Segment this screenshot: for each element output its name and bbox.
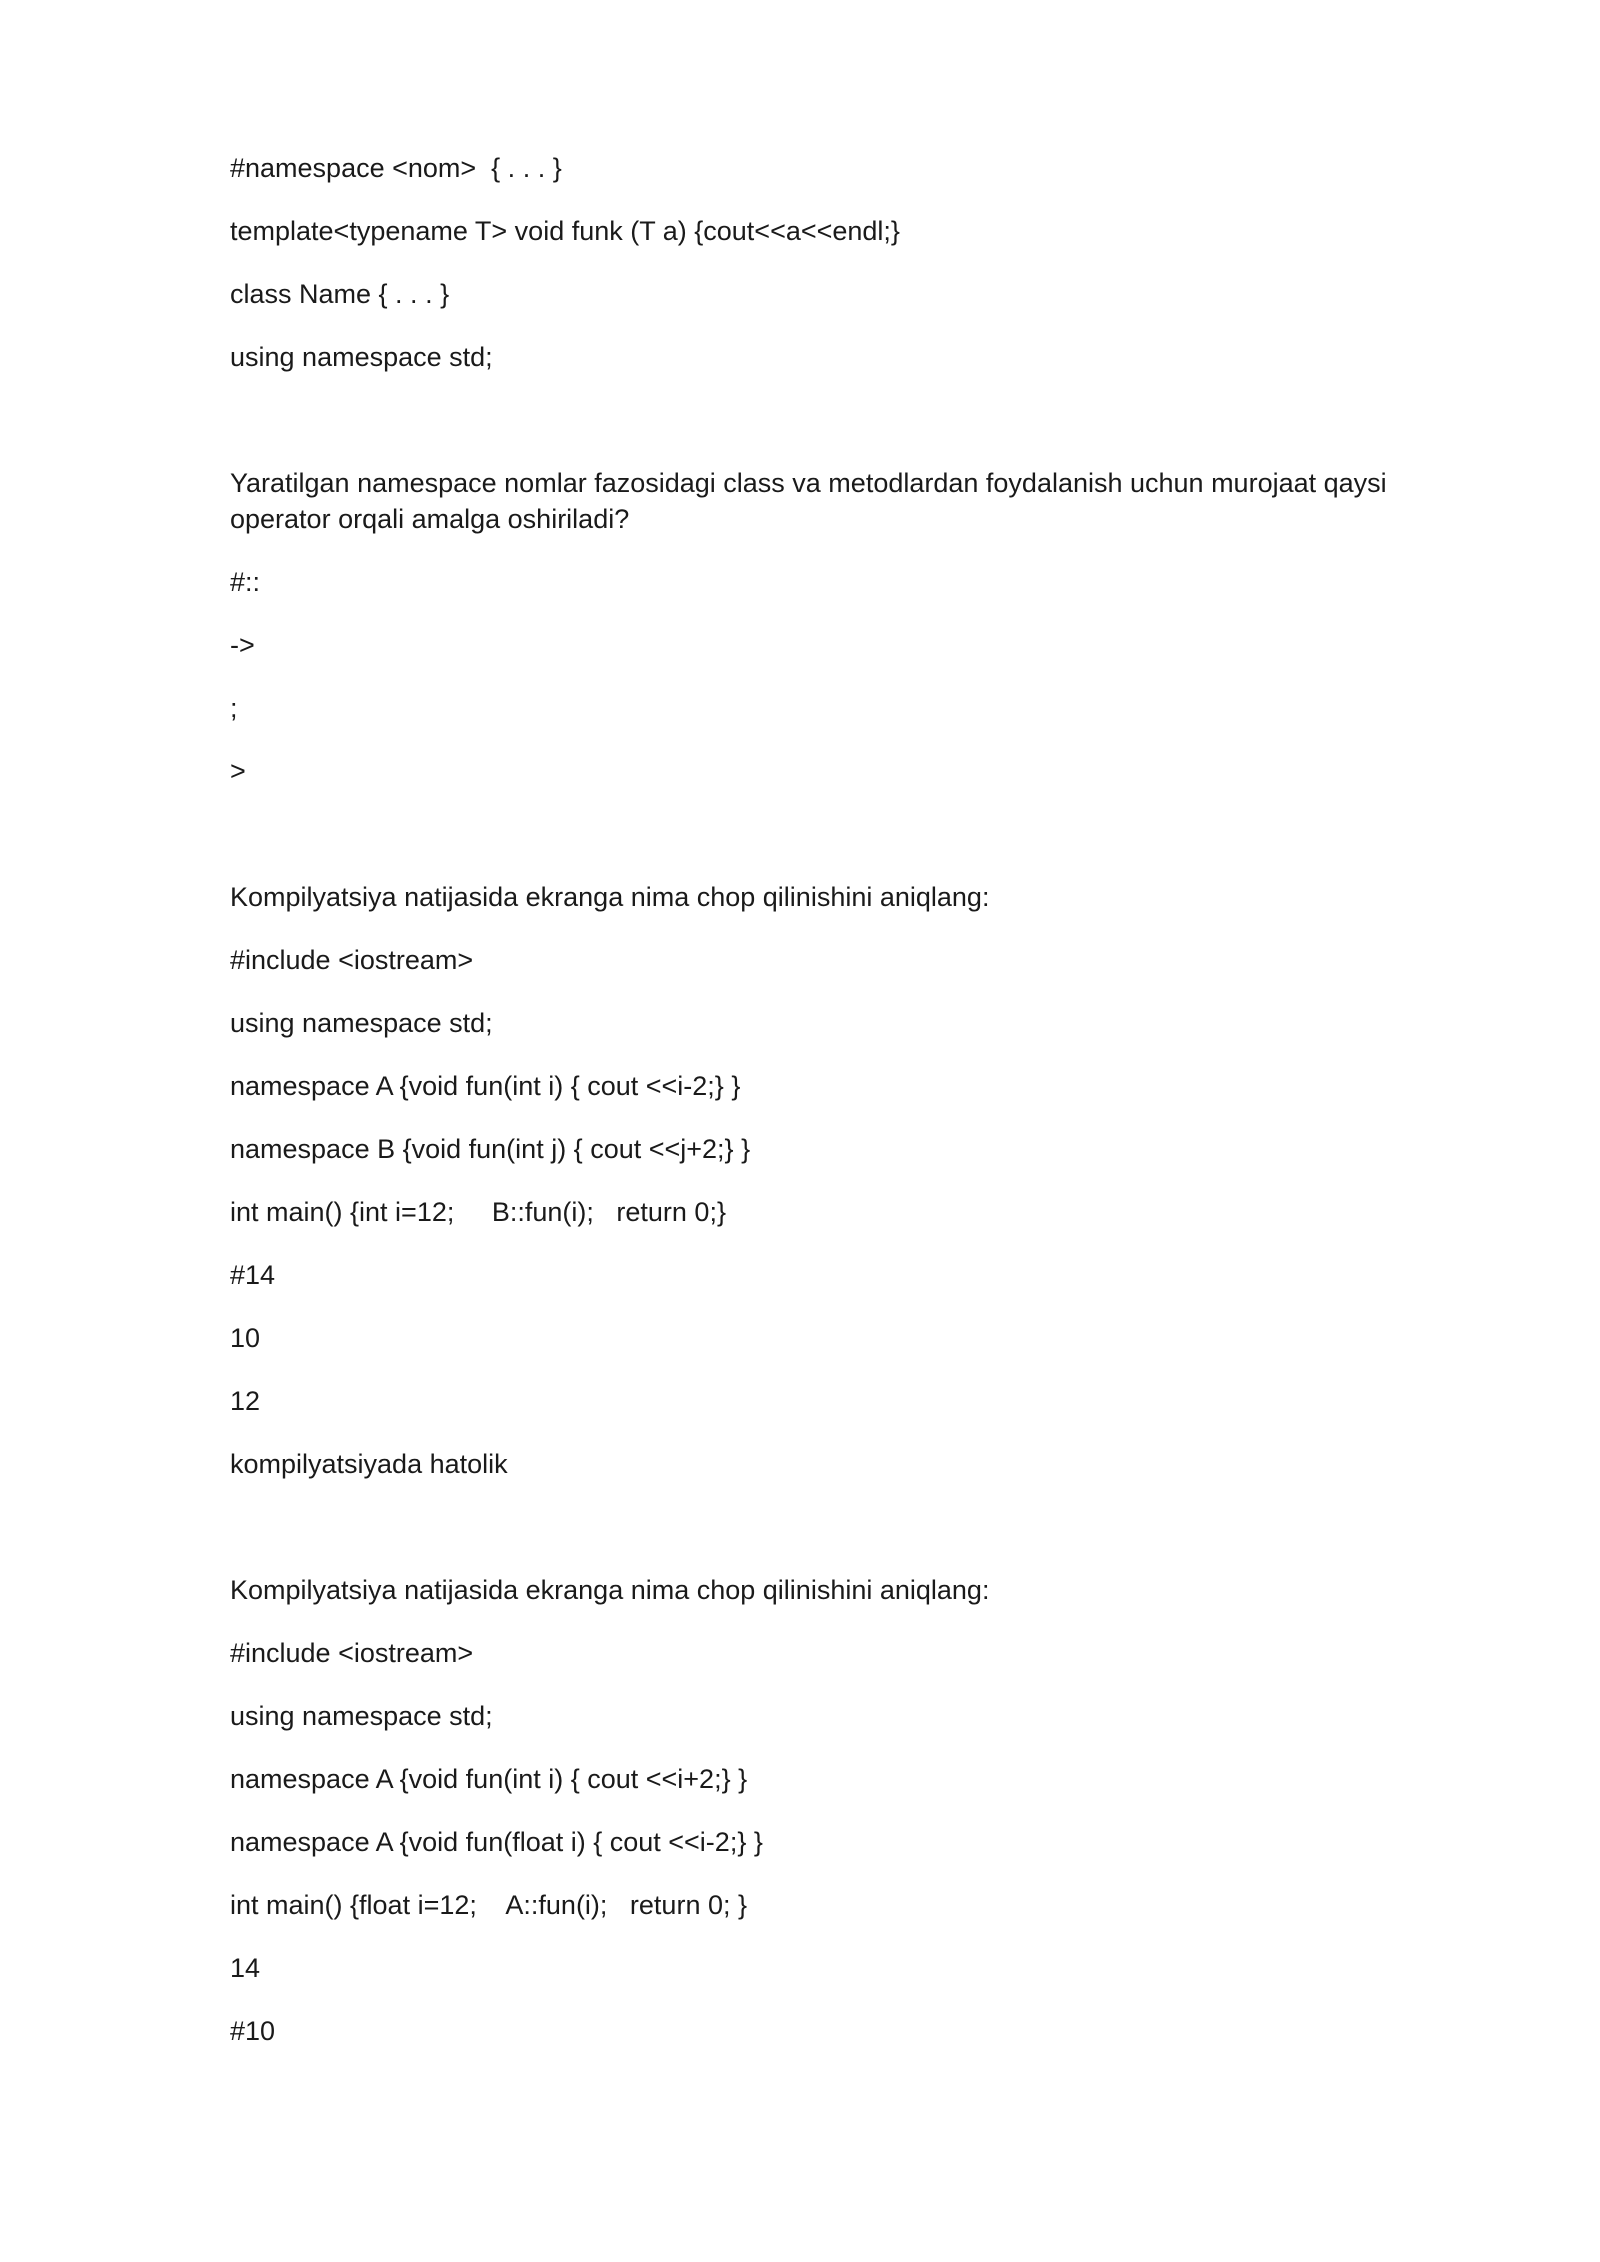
block-spacer (230, 816, 1410, 879)
code-line: namespace A {void fun(int i) { cout <<i+2;} } (230, 1764, 748, 1794)
question-text: Yaratilgan namespace nomlar fazosidagi class va metodlardan foydalanish uchun murojaat qaysi operator orqali amalga oshiriladi? (230, 468, 1387, 534)
option-line: class Name { . . . } (230, 279, 450, 309)
option-line: 10 (230, 1323, 261, 1353)
option-line: 12 (230, 1386, 261, 1416)
option-line: kompilyatsiyada hatolik (230, 1449, 508, 1479)
question-block-2 (230, 465, 1410, 789)
code-line: namespace A {void fun(float i) { cout <<i-2;} } (230, 1827, 763, 1857)
question-block-4 (230, 1572, 1410, 2049)
block-spacer (230, 1509, 1410, 1572)
code-line: using namespace std; (230, 1701, 493, 1731)
question-text: Kompilyatsiya natijasida ekranga nima chop qilinishini aniqlang: (230, 882, 990, 912)
document-body (230, 150, 1410, 2076)
option-line: > (230, 756, 246, 786)
question-block-1 (230, 150, 1410, 375)
option-line: template<typename T> void funk (T a) {cout<<a<<endl;} (230, 216, 900, 246)
option-line: #:: (230, 567, 261, 597)
option-line: #14 (230, 1260, 276, 1290)
code-line: int main() {int i=12; B::fun(i); return 0;} (230, 1197, 726, 1227)
code-line: #include <iostream> (230, 1638, 474, 1668)
code-line: int main() {float i=12; A::fun(i); return 0; } (230, 1890, 747, 1920)
code-line: namespace A {void fun(int i) { cout <<i-2;} } (230, 1071, 741, 1101)
code-line: using namespace std; (230, 1008, 493, 1038)
block-spacer (230, 402, 1410, 465)
option-line: ; (230, 693, 238, 723)
option-line: using namespace std; (230, 342, 493, 372)
option-line: #10 (230, 2016, 276, 2046)
code-line: namespace B {void fun(int j) { cout <<j+2;} } (230, 1134, 751, 1164)
code-line: #include <iostream> (230, 945, 474, 975)
question-block-3 (230, 879, 1410, 1482)
option-line: 14 (230, 1953, 261, 1983)
option-line: #namespace <nom> { . . . } (230, 153, 562, 183)
option-line: -> (230, 630, 255, 660)
question-text: Kompilyatsiya natijasida ekranga nima chop qilinishini aniqlang: (230, 1575, 990, 1605)
